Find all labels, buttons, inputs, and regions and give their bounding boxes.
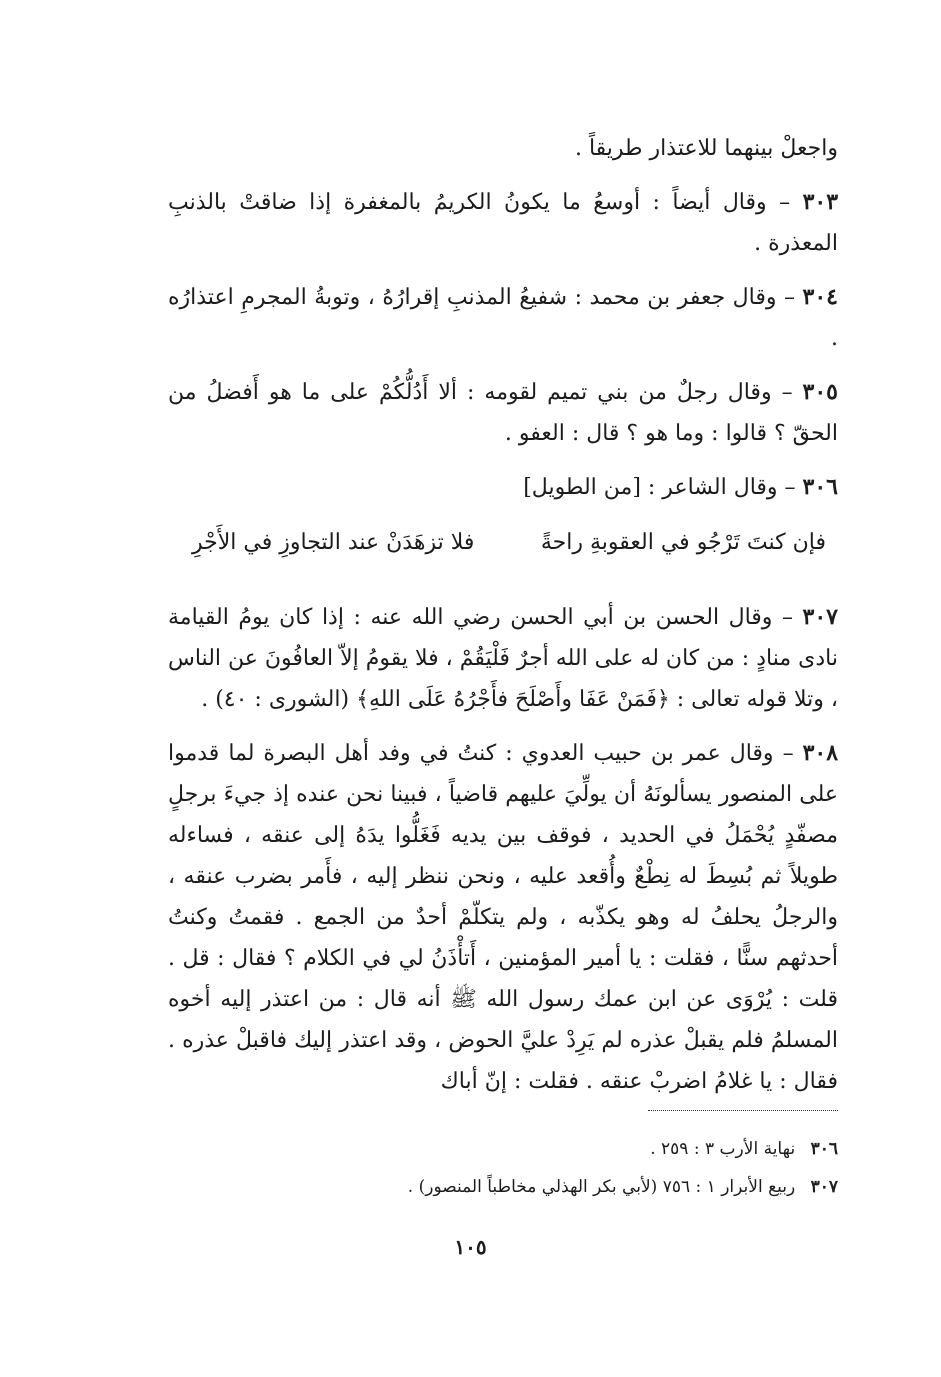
footnotes [168, 1130, 838, 1206]
paragraph-text: وقال جعفر بن محمد : شفيعُ المذنبِ إقرارُهُ ، وتوبةُ المجرمِ اعتذارُه . [168, 285, 838, 351]
paragraph-dash: – [784, 285, 796, 310]
footnote-307 [168, 1168, 838, 1206]
paragraph-text: وقال رجلٌ من بني تميم لقومه : ألا أَدُلُّكُمْ على ما هو أَفضلُ من الحقّ ؟ قالوا : وما هو ؟ قال : العفو . [168, 380, 838, 446]
poem-verse [192, 522, 826, 563]
paragraph-307 [168, 597, 838, 720]
paragraph-text: وقال عمر بن حبيب العدوي : كنتُ في وفد أهل البصرة لما قدموا على المنصور يسألونَهُ أن يولِّيَ عليهم قاضياً ، فبينا نحن عنده إذ جيءَ برجلٍ مصفّدٍ يُحْمَلُ في الحديد ، فوقف بين يديه فَغَلُّوا يدَهُ إلى عنقه ، فساءله طويلاً ثم بُسِطَ له نِطْعٌ وأُقعد عليه ، ونحن ننظر إليه ، فأَمر بضرب عنقه ، والرجلُ يحلفُ له وهو يكذّبه ، ولم يتكلّمْ أحدٌ من الجمع . فقمتُ وكنتُ أحدثهم سنًّا ، فقلت : يا أمير المؤمنين ، أَتأْذَنُ لي في الكلام ؟ فقال : قل . قلت : يُرْوَى عن ابن عمك رسول الله ﷺ أنه قال : من اعتذر إليه أخوه المسلمُ فلم يقبلْ عذره لم يَرِدْ عليَّ الحوض ، وقد اعتذر إليك فاقبلْ عذره . فقال : يا غلامُ اضربْ عنقه . فقلت : إنّ أباك [168, 741, 838, 1094]
paragraph-dash: – [781, 605, 793, 630]
paragraph-303 [168, 182, 838, 264]
paragraph-number: ٣٠٦ [802, 474, 838, 500]
paragraph-dash: – [782, 741, 794, 766]
footnote-text: نهاية الأرب ٣ : ٢٥٩ . [650, 1139, 796, 1159]
page-body [168, 128, 838, 1115]
paragraph-number: ٣٠٣ [802, 189, 839, 215]
paragraph-305 [168, 372, 838, 454]
paragraph-text: وقال أيضاً : أوسعُ ما يكونُ الكريمُ بالمغفرة إذا ضاقتْ بالذنبِ المعذرة . [168, 190, 838, 256]
paragraph-text: وقال الحسن بن أبي الحسن رضي الله عنه : إذا كان يومُ القيامة نادى منادٍ : من كان له على الله أجرٌ فَلْيَقُمْ ، فلا يقومُ إلاّ العافُونَ عن الناس ، وتلا قوله تعالى : ﴿فَمَنْ عَفَا وأَصْلَحَ فأَجْرُهُ عَلَى اللهِ﴾ (الشورى : ٤٠) . [168, 605, 838, 712]
paragraph-number: ٣٠٤ [802, 284, 838, 310]
paragraph-306 [168, 467, 838, 508]
footnote-number: ٣٠٦ [810, 1139, 838, 1159]
footnote-number: ٣٠٧ [810, 1177, 838, 1197]
paragraph-dash: – [784, 475, 796, 500]
footnote-306 [168, 1130, 838, 1168]
paragraph-304 [168, 277, 838, 359]
verse-second-hemistich: فلا تزهَدَنْ عند التجاوزِ في الأَجْرِ [192, 530, 475, 555]
paragraph-text: وقال الشاعر : [من الطويل] [523, 475, 778, 500]
verse-first-hemistich: فإن كنتَ تَرْجُو في العقوبةِ راحةً [540, 530, 826, 555]
paragraph-dash: – [779, 190, 791, 215]
page-number: ١٠٥ [454, 1235, 487, 1259]
opening-line: واجعلْ بينهما للاعتذار طريقاً . [574, 136, 838, 161]
paragraph-number: ٣٠٥ [802, 379, 838, 405]
footnote-separator [648, 1110, 838, 1111]
paragraph-308 [168, 733, 838, 1102]
footnote-text: ربيع الأبرار ١ : ٧٥٦ (لأبي بكر الهذلي مخاطباً المنصور) . [407, 1177, 796, 1197]
paragraph-number: ٣٠٧ [802, 604, 838, 630]
paragraph-number: ٣٠٨ [802, 740, 839, 766]
paragraph-dash: – [781, 380, 793, 405]
